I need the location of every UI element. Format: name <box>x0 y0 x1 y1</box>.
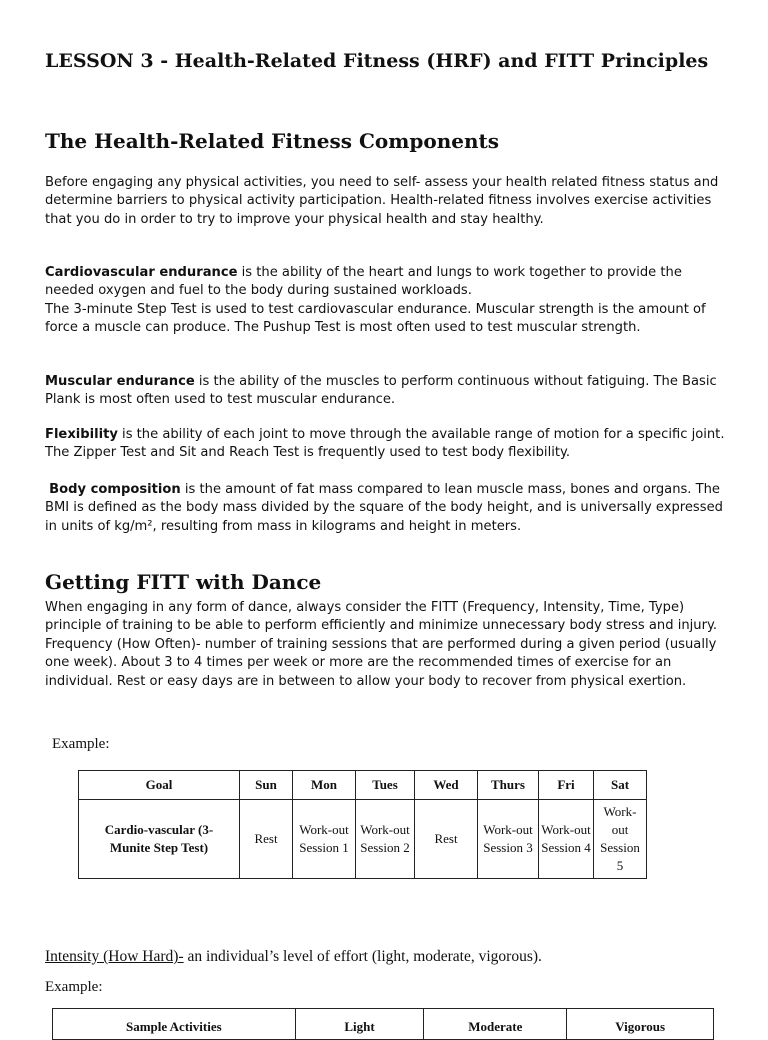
header-light: Light <box>296 1009 425 1039</box>
header-fri: Fri <box>539 771 594 800</box>
example-label: Example: <box>52 736 110 752</box>
intensity-term: Intensity (How Hard)- <box>45 948 184 965</box>
cardio-definition: is the ability of the heart and lungs to work together to provide the needed oxygen and fuel to the body during sustained workloads. <box>45 265 682 299</box>
intensity-table <box>52 1008 714 1040</box>
cell-sun: Rest <box>240 800 293 879</box>
cell-wed: Rest <box>415 800 478 879</box>
intro-text: Before engaging any physical activities, you need to self- assess your health related fitness status and determine barriers to physical activity participation. Health-related fitness involves exercise activities that you do in order to try to improve your physical health and stay healthy. <box>45 175 719 227</box>
example-label-2: Example: <box>45 979 103 995</box>
intensity-line <box>45 948 542 966</box>
body-comp-definition: is the amount of fat mass compared to lean muscle mass, bones and organs. The BMI is defined as the body mass divided by the square of the body height, and is universally expressed in units of kg/m², resulting from mass in kilograms and height in meters. <box>45 482 723 534</box>
muscular-paragraph <box>45 373 725 410</box>
flexibility-paragraph <box>45 426 725 463</box>
cell-goal: Cardio-vascular (3-Munite Step Test) <box>79 800 240 879</box>
header-tues: Tues <box>356 771 415 800</box>
flexibility-term: Flexibility <box>45 427 118 442</box>
header-vigorous: Vigorous <box>615 1019 666 1034</box>
header-sample-activities: Sample Activities <box>53 1009 296 1039</box>
muscular-term: Muscular endurance <box>45 374 195 389</box>
table-row <box>79 800 647 879</box>
cell-thurs: Work-out Session 3 <box>478 800 539 879</box>
cell-sat: Work-out Session 5 <box>594 800 647 879</box>
body-comp-term: Body composition <box>49 482 181 497</box>
dance-paragraph <box>45 599 725 691</box>
header-wed: Wed <box>415 771 478 800</box>
header-sun: Sun <box>240 771 293 800</box>
cell-fri: Work-out Session 4 <box>539 800 594 879</box>
section-title-hrf: The Health-Related Fitness Components <box>45 129 500 153</box>
intro-paragraph <box>45 174 725 229</box>
intensity-definition: an individual’s level of effort (light, moderate, vigorous). <box>183 948 542 965</box>
header-goal: Goal <box>79 771 240 800</box>
dance-text: When engaging in any form of dance, always consider the FITT (Frequency, Intensity, Time, Type) principle of training to be able to perform efficiently and minimize unnecessary body stress and injury. Frequency (How Often)- number of training sessions that are performed during a given period (usually one week). About 3 to 4 times per week or more are the recommended times of exercise for an individual. Rest or easy days are in between to allow your body to recover from physical exertion. <box>45 600 717 689</box>
cardio-term: Cardiovascular endurance <box>45 265 238 280</box>
header-mon: Mon <box>293 771 356 800</box>
cell-tues: Work-out Session 2 <box>356 800 415 879</box>
header-sat: Sat <box>594 771 647 800</box>
cardio-paragraph <box>45 264 725 338</box>
flexibility-definition: is the ability of each joint to move through the available range of motion for a specific joint. The Zipper Test and Sit and Reach Test is frequently used to test body flexibility. <box>45 427 725 461</box>
header-thurs: Thurs <box>478 771 539 800</box>
muscular-definition: is the ability of the muscles to perform continuous without fatiguing. The Basic Plank is most often used to test muscular endurance. <box>45 374 717 408</box>
table-header-row <box>79 771 647 800</box>
frequency-table <box>78 770 647 879</box>
section-title-dance: Getting FITT with Dance <box>45 570 322 594</box>
lesson-title: LESSON 3 - Health-Related Fitness (HRF) and FITT Principles <box>45 50 709 72</box>
cardio-test-text: The 3-minute Step Test is used to test cardiovascular endurance. Muscular strength is the amount of force a muscle can produce. The Pushup Test is most often used to test muscular strength. <box>45 301 706 336</box>
cell-mon: Work-out Session 1 <box>293 800 356 879</box>
body-comp-paragraph <box>45 481 725 536</box>
header-moderate: Moderate <box>424 1009 567 1039</box>
